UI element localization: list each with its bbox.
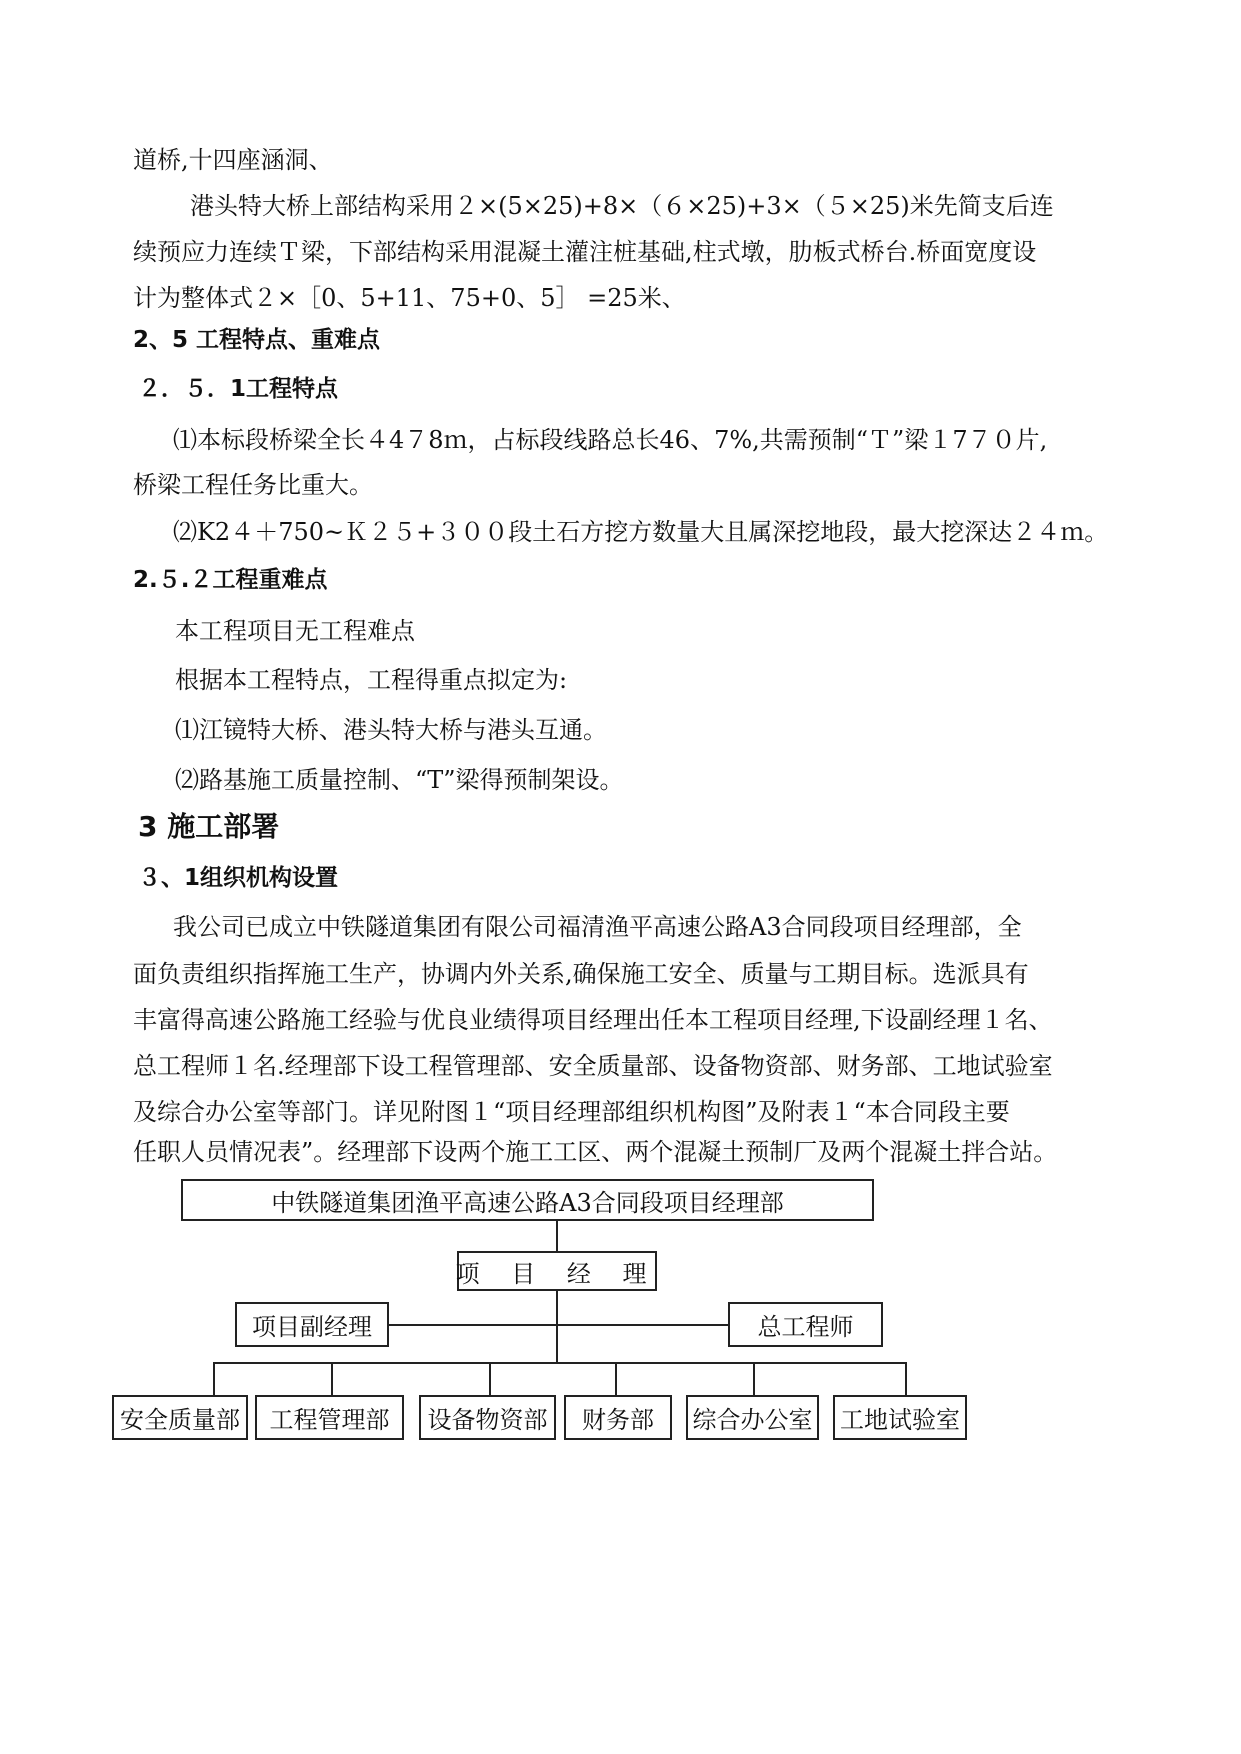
connector-line <box>753 1362 755 1395</box>
paragraph-line: 桥梁工程任务比重大。 <box>133 471 373 499</box>
paragraph-line: ⑴本标段桥梁全长４4７8ｍ，占标段线路总长46、7%,共需预制“Ｔ”梁１7７０片, <box>173 426 1048 454</box>
org-box-department: 财务部 <box>564 1395 672 1440</box>
connector-line <box>556 1291 558 1363</box>
paragraph-line: 总工程师１名.经理部下设工程管理部、安全质量部、设备物资部、财务部、工地试验室 <box>133 1052 1053 1080</box>
subsection-heading: 2.５.２工程重难点 <box>133 567 328 593</box>
paragraph-line: ⑵K2４＋750~Ｋ２５+３００段土石方挖方数量大且属深挖地段，最大挖深达２４ｍ。 <box>173 518 1109 546</box>
org-box-deputy: 项目副经理 <box>235 1302 389 1347</box>
paragraph-line: 续预应力连续Ｔ梁，下部结构采用混凝土灌注桩基础,柱式墩，肋板式桥台.桥面宽度设 <box>133 238 1037 266</box>
paragraph-line: 及综合办公室等部门。详见附图１“项目经理部组织机构图”及附表１“本合同段主要 <box>133 1098 1010 1126</box>
subsection-heading: ３、1组织机构设置 <box>138 865 339 891</box>
paragraph-line: 本工程项目无工程难点 <box>175 617 415 645</box>
org-box-department: 设备物资部 <box>419 1395 556 1440</box>
paragraph-line: 根据本工程特点，工程得重点拟定为: <box>175 666 568 694</box>
section-heading: 2、5 工程特点、重难点 <box>133 327 381 353</box>
connector-line <box>615 1362 617 1395</box>
org-box-chief-engineer: 总工程师 <box>728 1302 883 1347</box>
paragraph-line: 港头特大桥上部结构采用２×(5×25)+8×（６×25)+3×（５×25)米先简支后连 <box>190 192 1054 220</box>
connector-line <box>556 1221 558 1251</box>
paragraph-line: 道桥,十四座涵洞、 <box>133 146 333 174</box>
paragraph-line: 我公司已成立中铁隧道集团有限公司福清渔平高速公路A3合同段项目经理部，全 <box>173 913 1022 941</box>
paragraph-line: ⑴江镜特大桥、港头特大桥与港头互通。 <box>175 716 607 744</box>
org-box-top: 中铁隧道集团渔平高速公路A3合同段项目经理部 <box>181 1179 874 1221</box>
connector-line <box>331 1362 333 1395</box>
chapter-heading: 3 施工部署 <box>138 810 280 843</box>
org-box-department: 工程管理部 <box>255 1395 404 1440</box>
paragraph-line: 计为整体式２×［0、5+11、75+0、5］ =25米、 <box>133 284 686 312</box>
subsection-heading: ２．５．1工程特点 <box>138 376 339 402</box>
paragraph-line: 任职人员情况表”。经理部下设两个施工工区、两个混凝土预制厂及两个混凝土拌合站。 <box>133 1138 1058 1166</box>
paragraph-line: 面负责组织指挥施工生产，协调内外关系,确保施工安全、质量与工期目标。选派具有 <box>133 960 1029 988</box>
paragraph-line: 丰富得高速公路施工经验与优良业绩得项目经理出任本工程项目经理,下设副经理１名、 <box>133 1006 1053 1034</box>
org-box-department: 综合办公室 <box>686 1395 819 1440</box>
org-box-department: 安全质量部 <box>112 1395 248 1440</box>
connector-line <box>213 1362 215 1395</box>
connector-line <box>213 1362 907 1364</box>
connector-line <box>905 1362 907 1395</box>
connector-line <box>489 1362 491 1395</box>
connector-line <box>389 1324 728 1326</box>
org-box-department: 工地试验室 <box>833 1395 967 1440</box>
paragraph-line: ⑵路基施工质量控制、“T”梁得预制架设。 <box>175 766 624 794</box>
org-box-manager: 项 目 经 理 <box>457 1251 657 1291</box>
